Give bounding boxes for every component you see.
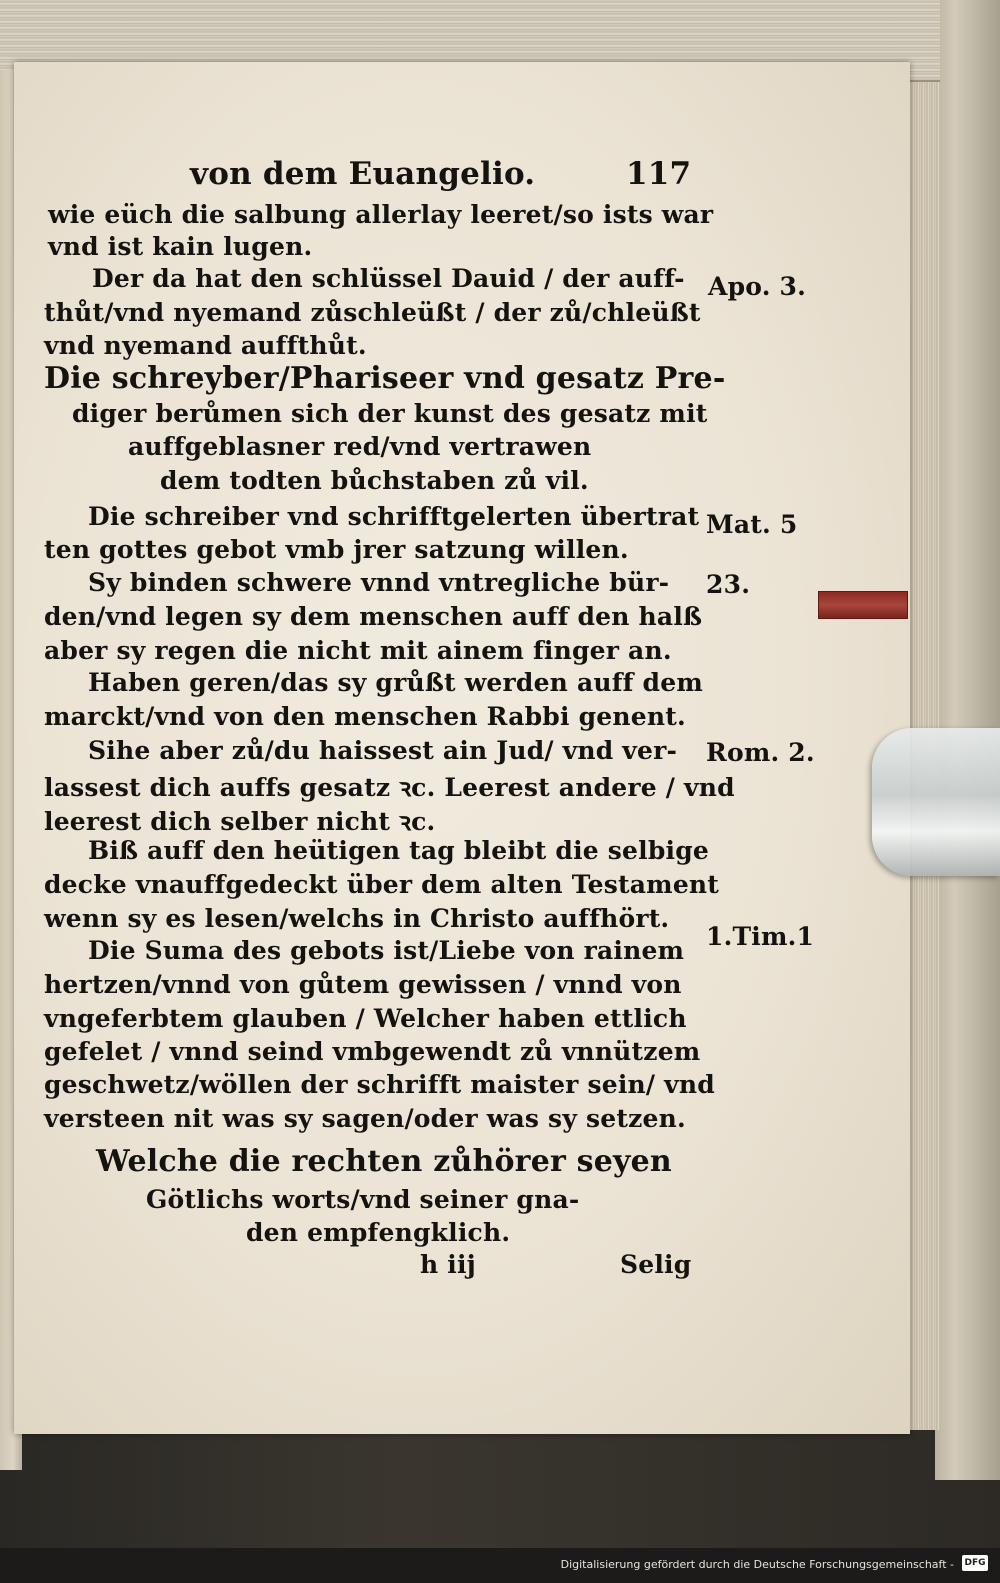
- digitization-credit: Digitalisierung gefördert durch die Deutsche Forschungsgemeinschaft -: [560, 1558, 954, 1571]
- margin-note: Mat. 5: [706, 510, 798, 539]
- text-line: Biß auff den heütigen tag bleibt die selbige: [88, 836, 710, 865]
- text-line: ten gottes gebot vmb jrer satzung willen.: [44, 535, 629, 564]
- text-line: lassest dich auffs gesatz ꝛc. Leerest andere / vnd: [44, 773, 735, 802]
- text-line: aber sy regen die nicht mit ainem finger an.: [44, 636, 672, 665]
- margin-note: Rom. 2.: [706, 738, 815, 767]
- text-line: hertzen/vnnd von gůtem gewissen / vnnd von: [44, 970, 682, 999]
- folio-number: 117: [626, 156, 692, 192]
- text-line: Die schreiber vnd schrifftgelerten übertrat: [88, 502, 700, 531]
- signature-mark: h iij: [420, 1250, 476, 1279]
- text-line: geschwetz/wöllen der schrifft maister sein/ vnd: [44, 1070, 715, 1099]
- text-line: decke vnauffgedeckt über dem alten Testament: [44, 870, 720, 899]
- text-line: Sy binden schwere vnnd vntregliche bür-: [88, 568, 670, 597]
- text-line: Die Suma des gebots ist/Liebe von rainem: [88, 936, 685, 965]
- text-line: marckt/vnd von den menschen Rabbi genent.: [44, 702, 686, 731]
- margin-note: Apo. 3.: [708, 272, 807, 301]
- section-heading: Die schreyber/Phariseer vnd gesatz Pre-: [44, 361, 726, 396]
- text-line: den/vnd legen sy dem menschen auff den halß: [44, 602, 703, 631]
- text-line: versteen nit was sy sagen/oder was sy setzen.: [44, 1104, 686, 1133]
- section-heading: Götlichs worts/vnd seiner gna-: [146, 1185, 580, 1214]
- section-heading: diger berůmen sich der kunst des gesatz mit: [72, 399, 708, 428]
- text-line: wie eüch die salbung allerlay leeret/so ists war: [48, 200, 714, 229]
- margin-note: 1.Tim.1: [706, 922, 815, 951]
- running-head: von dem Euangelio.: [190, 156, 536, 192]
- text-line: wenn sy es lesen/welchs in Christo auffhört.: [44, 904, 670, 933]
- page-clip: [872, 728, 1000, 876]
- catchword: Selig: [620, 1250, 692, 1279]
- margin-note: 23.: [706, 570, 751, 599]
- text-line: thůt/vnd nyemand zůschleüßt / der zů/chleüßt: [44, 298, 701, 327]
- text-line: vnd nyemand auffthůt.: [44, 331, 367, 360]
- section-heading: Welche die rechten zůhörer seyen: [96, 1144, 672, 1179]
- text-line: vnd ist kain lugen.: [48, 232, 313, 261]
- text-line: Sihe aber zů/du haissest ain Jud/ vnd ver-: [88, 736, 678, 765]
- text-line: Der da hat den schlüssel Dauid / der auff-: [92, 264, 685, 293]
- text-line: leerest dich selber nicht ꝛc.: [44, 807, 436, 836]
- section-heading: auffgeblasner red/vnd vertrawen: [128, 432, 592, 461]
- section-heading: den empfengklich.: [246, 1218, 511, 1247]
- bookmark-ribbon: [818, 591, 908, 619]
- text-line: gefelet / vnnd seind vmbgewendt zů vnnützem: [44, 1037, 701, 1066]
- section-heading: dem todten bůchstaben zů vil.: [160, 466, 589, 495]
- text-line: vngeferbtem glauben / Welcher haben ettlich: [44, 1004, 687, 1033]
- text-line: Haben geren/das sy grůßt werden auff dem: [88, 668, 703, 697]
- dfg-logo: DFG: [962, 1555, 988, 1571]
